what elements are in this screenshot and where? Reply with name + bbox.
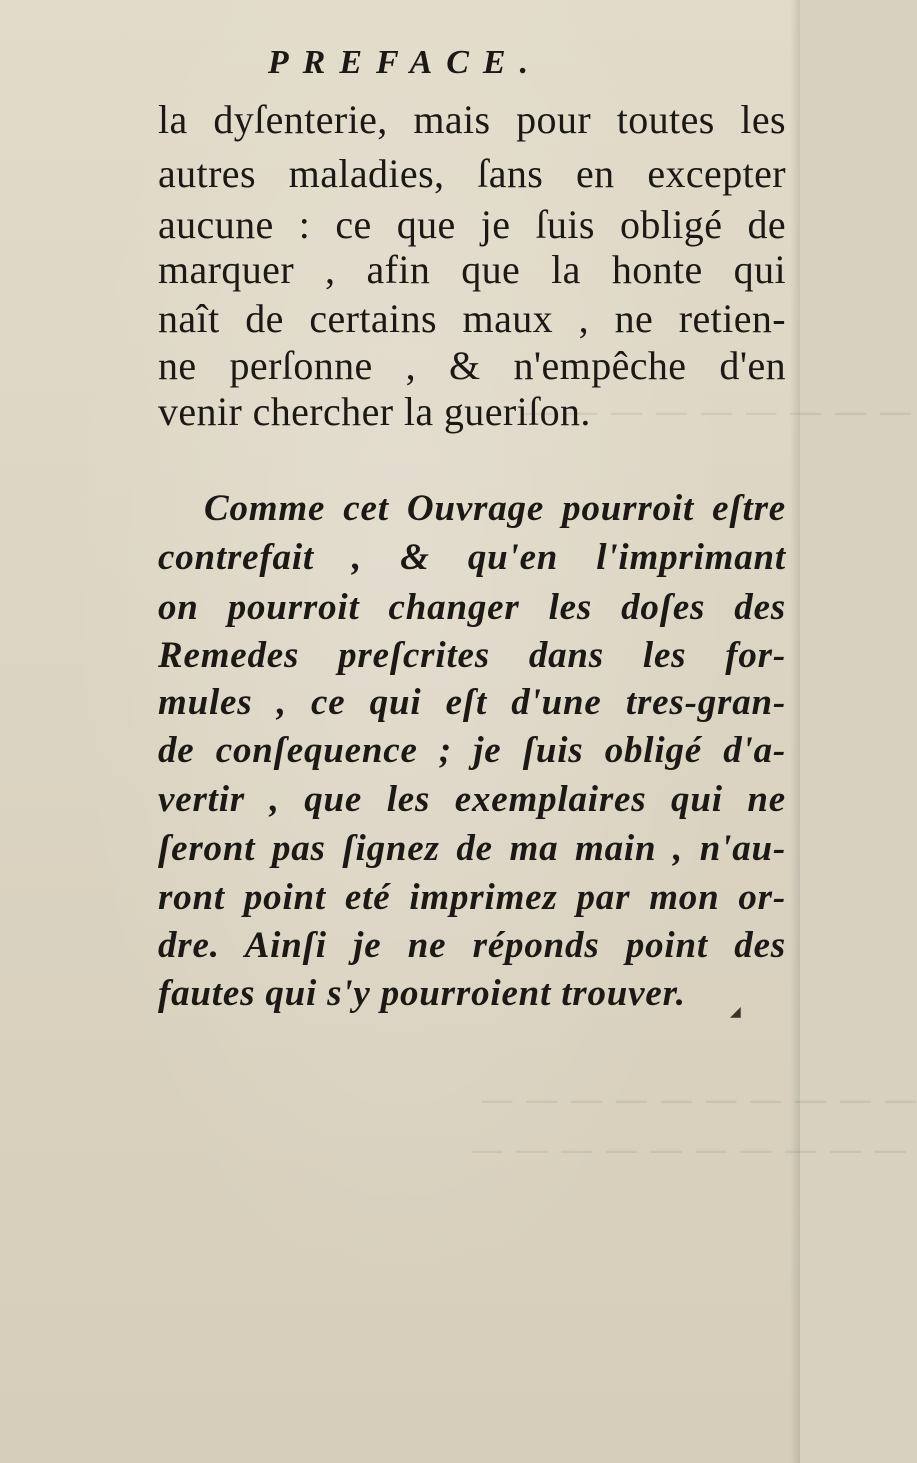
show-through-text: — — — — — — — — — (520, 392, 913, 432)
text-line: vertir , que les exemplaires qui ne (158, 779, 786, 820)
text-line: venir chercher la gueriſon. (158, 389, 591, 434)
text-line: mules , ce qui eſt d'une tres-gran- (158, 682, 786, 723)
text-line: ne perſonne , & n'empêche d'en (158, 343, 786, 388)
running-head: PREFACE. (267, 44, 543, 81)
text-line: Comme cet Ouvrage pourroit eſtre (204, 488, 786, 529)
page-edge-shadow (790, 0, 800, 1463)
text-line: naît de certains maux , ne retien- (158, 296, 786, 341)
text-line: dre. Ainſi je ne réponds point des (158, 925, 786, 966)
ink-mark: ◢ (730, 1004, 741, 1020)
text-line: ront point eté imprimez par mon or- (158, 877, 786, 918)
text-line: Remedes preſcrites dans les for- (158, 635, 786, 676)
text-line: marquer , afin que la honte qui (158, 247, 786, 292)
text-line: la dyſenterie, mais pour toutes les (158, 97, 786, 142)
text-line: fautes qui s'y pourroient trouver. (158, 973, 686, 1014)
text-line: contrefait , & qu'en l'imprimant (158, 537, 786, 578)
show-through-text: — — — — — — — — — — (470, 1130, 908, 1170)
text-line: aucune : ce que je ſuis obligé de (158, 202, 786, 247)
show-through-text: — — — — — — — — — — (480, 1080, 917, 1120)
text-line: autres maladies, ſans en excepter (158, 151, 786, 196)
text-line: ſeront pas ſignez de ma main , n'au- (158, 828, 786, 869)
text-line: on pourroit changer les doſes des (158, 587, 786, 628)
text-line: de conſequence ; je ſuis obligé d'a- (158, 730, 786, 771)
